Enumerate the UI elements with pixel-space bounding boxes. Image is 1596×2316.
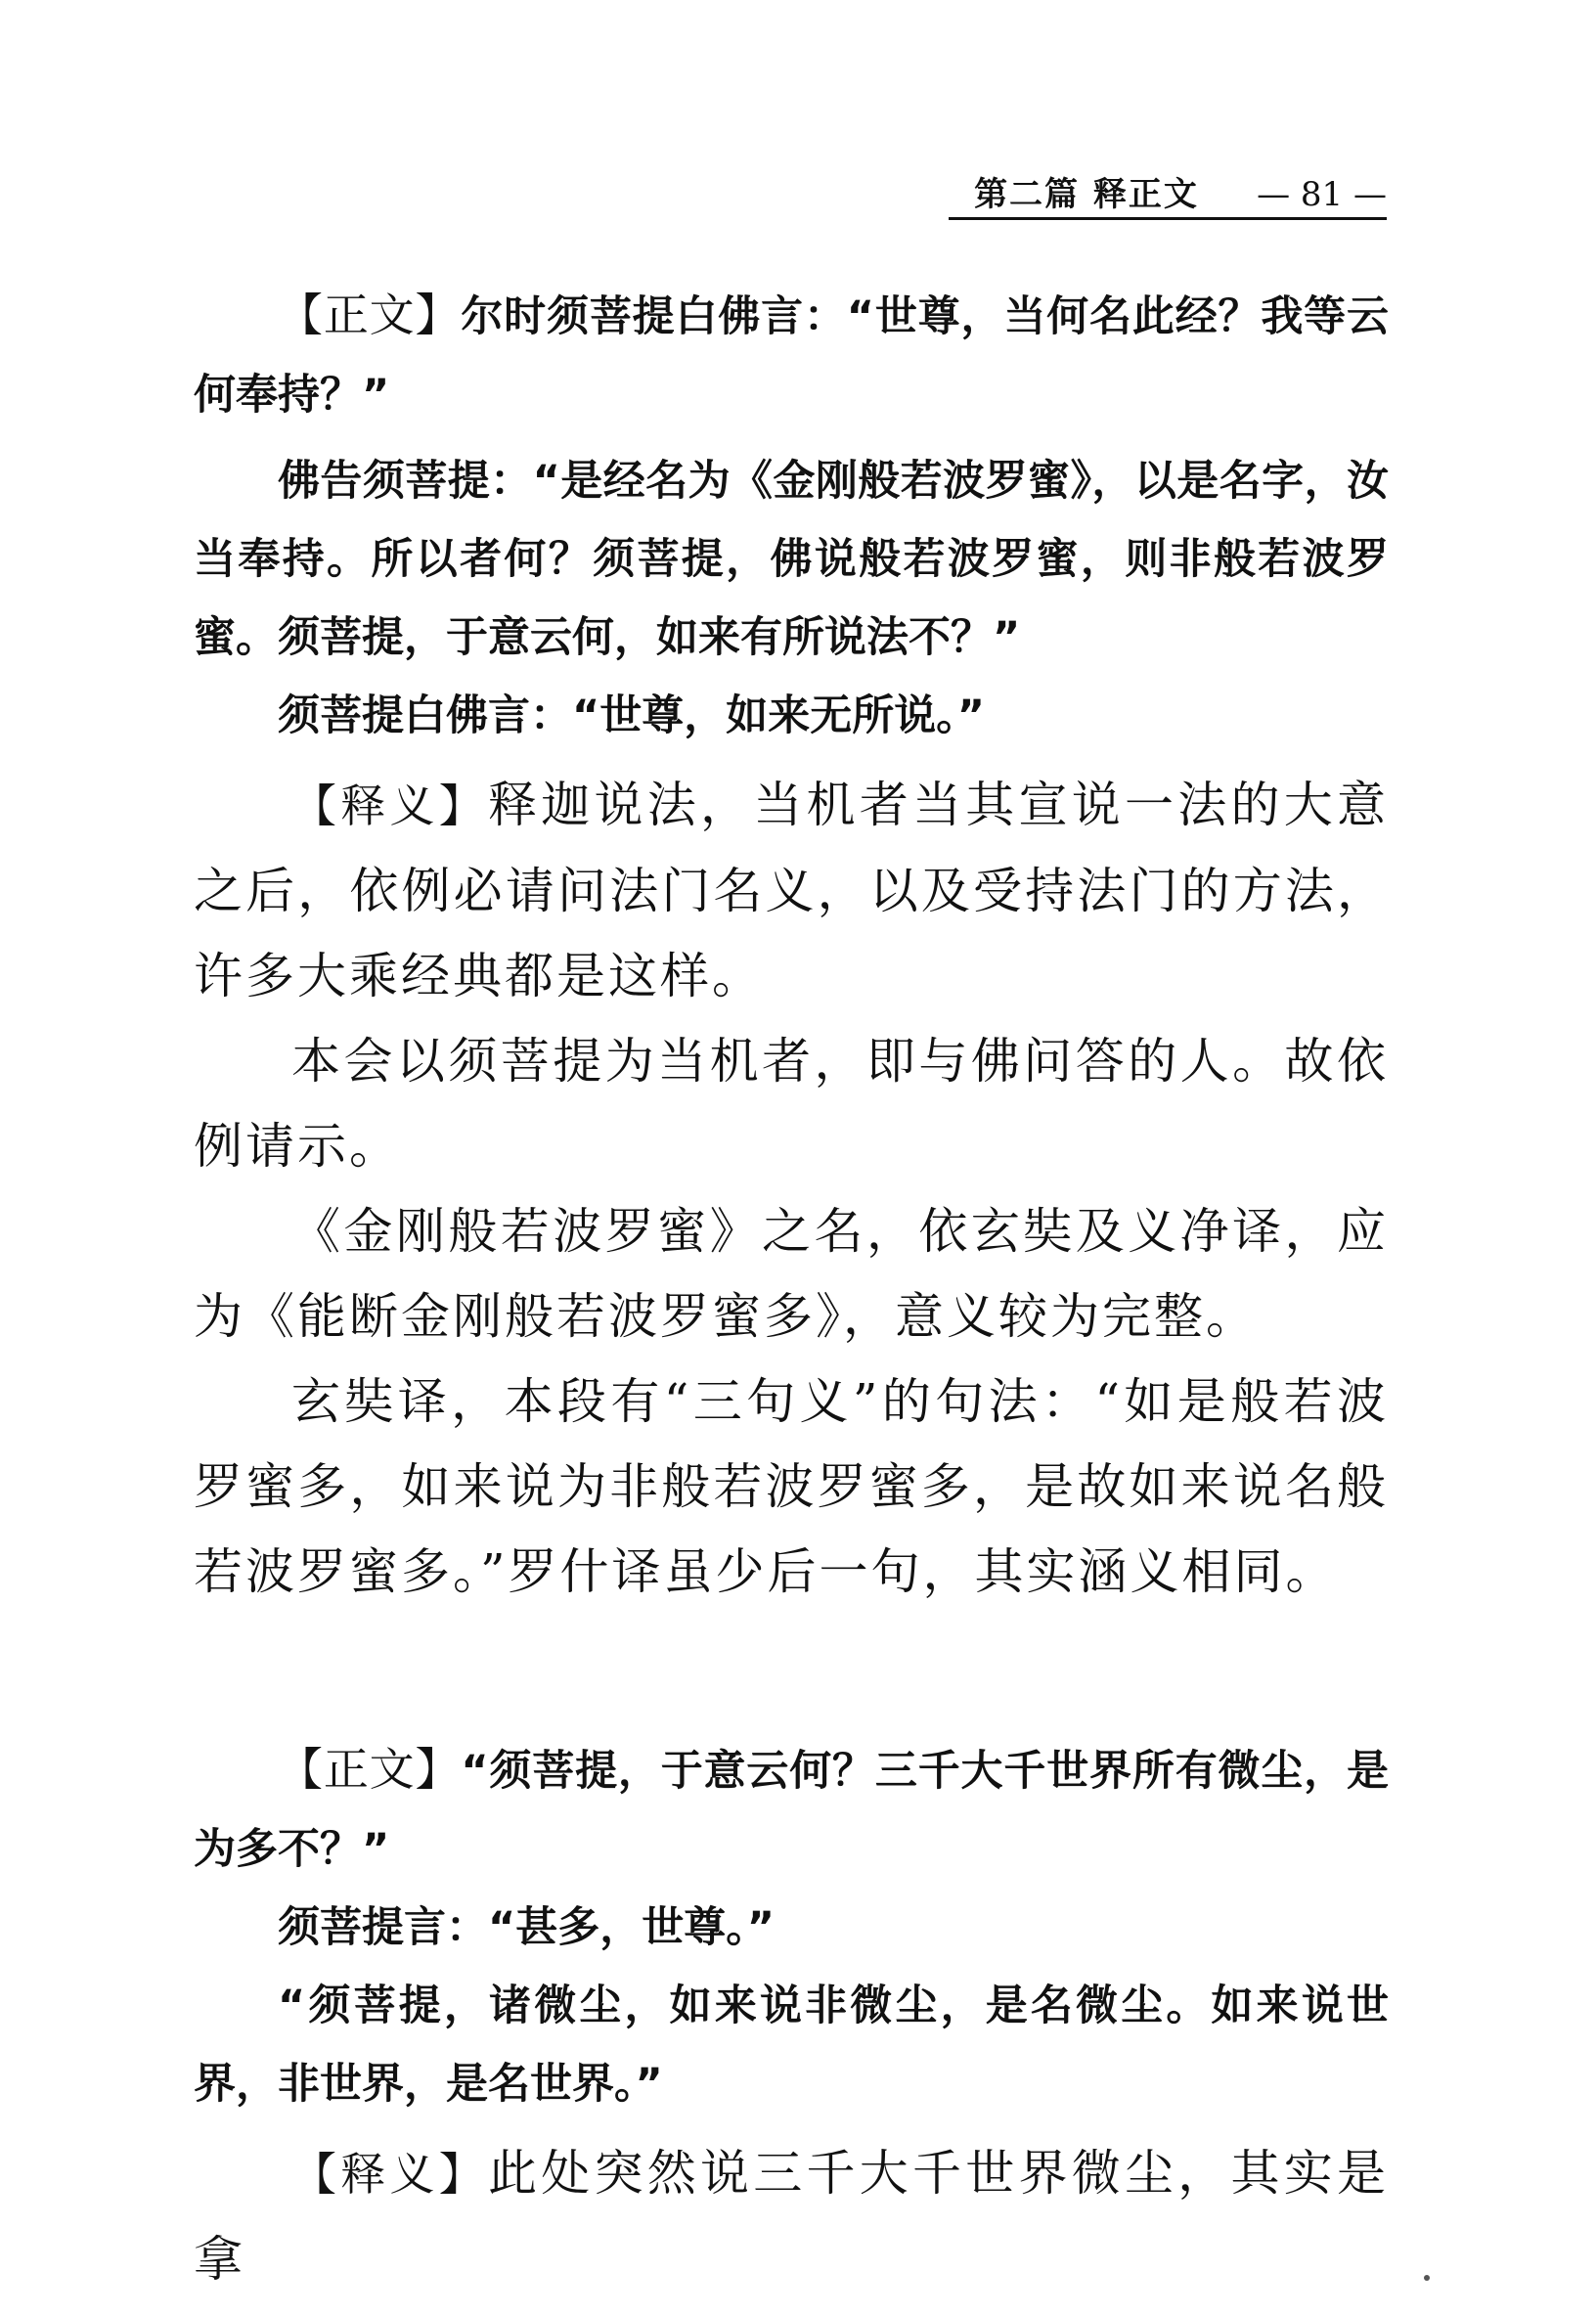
- section-mark-zhengwen: 【正文】: [278, 1743, 462, 1796]
- paragraph-text: 玄奘译，本段有“三句义”的句法：“如是般若波罗蜜多，如来说为非般若波罗蜜多，是故如来说名般若波罗蜜多。”罗什译虽少后一句，其实涵义相同。: [194, 1373, 1389, 1600]
- spacer: [194, 755, 1389, 763]
- paragraph-text: 本会以须菩提为当机者，即与佛问答的人。故依例请示。: [194, 1033, 1389, 1175]
- body-text: [194, 276, 1389, 2302]
- paragraph-text: “须菩提，于意云何？三千大千世界所有微尘，是为多不？”: [194, 1747, 1390, 1874]
- paragraph-text: 须菩提白佛言：“世尊，如来无所说。”: [278, 691, 986, 740]
- paragraph-sutra-3: [194, 677, 1389, 755]
- paragraph-sutra-6: [194, 1967, 1389, 2123]
- section-mark-shiyi: 【释义】: [291, 2148, 488, 2201]
- paragraph-commentary-4: [194, 1359, 1389, 1615]
- scan-speck: [1424, 2275, 1430, 2281]
- page-number: — 81 —: [1257, 175, 1387, 214]
- section-gap: [194, 1615, 1389, 1730]
- chapter-title: 第二篇 释正文: [974, 175, 1199, 214]
- spacer: [194, 434, 1389, 442]
- paragraph-sutra-5: [194, 1889, 1389, 1967]
- spacer: [194, 2123, 1389, 2131]
- paragraph-text: 佛告须菩提：“是经名为《金刚般若波罗蜜》，以是名字，汝当奉持。所以者何？须菩提，佛说般若波罗蜜，则非般若波罗蜜。须菩提，于意云何，如来有所说法不？”: [194, 457, 1389, 662]
- paragraph-text: “须菩提，诸微尘，如来说非微尘，是名微尘。如来说世界，非世界，是名世界。”: [194, 1982, 1389, 2109]
- section-mark-zhengwen: 【正文】: [278, 289, 462, 341]
- paragraph-text: 须菩提言：“甚多，世尊。”: [278, 1903, 776, 1952]
- paragraph-sutra-4: [194, 1730, 1389, 1889]
- paragraph-text: 尔时须菩提白佛言：“世尊，当何名此经？我等云何奉持？”: [194, 292, 1390, 420]
- paragraph-commentary-1: [194, 763, 1389, 1019]
- paragraph-text: 此处突然说三千大千世界微尘，其实是拿: [194, 2145, 1389, 2288]
- paragraph-commentary-2: [194, 1019, 1389, 1189]
- paragraph-sutra-1: [194, 276, 1389, 434]
- paragraph-text: 释迦说法，当机者当其宣说一法的大意之后，依例必请问法门名义，以及受持法门的方法，许多大乘经典都是这样。: [194, 777, 1389, 1004]
- paragraph-text: 《金刚般若波罗蜜》之名，依玄奘及义净译，应为《能断金刚般若波罗蜜多》，意义较为完整。: [194, 1203, 1389, 1345]
- header-spacer: [1211, 175, 1246, 214]
- paragraph-commentary-5: [194, 2131, 1389, 2302]
- paragraph-sutra-2: [194, 442, 1389, 677]
- paragraph-commentary-3: [194, 1189, 1389, 1359]
- section-mark-shiyi: 【释义】: [291, 779, 488, 832]
- running-header: [949, 172, 1387, 220]
